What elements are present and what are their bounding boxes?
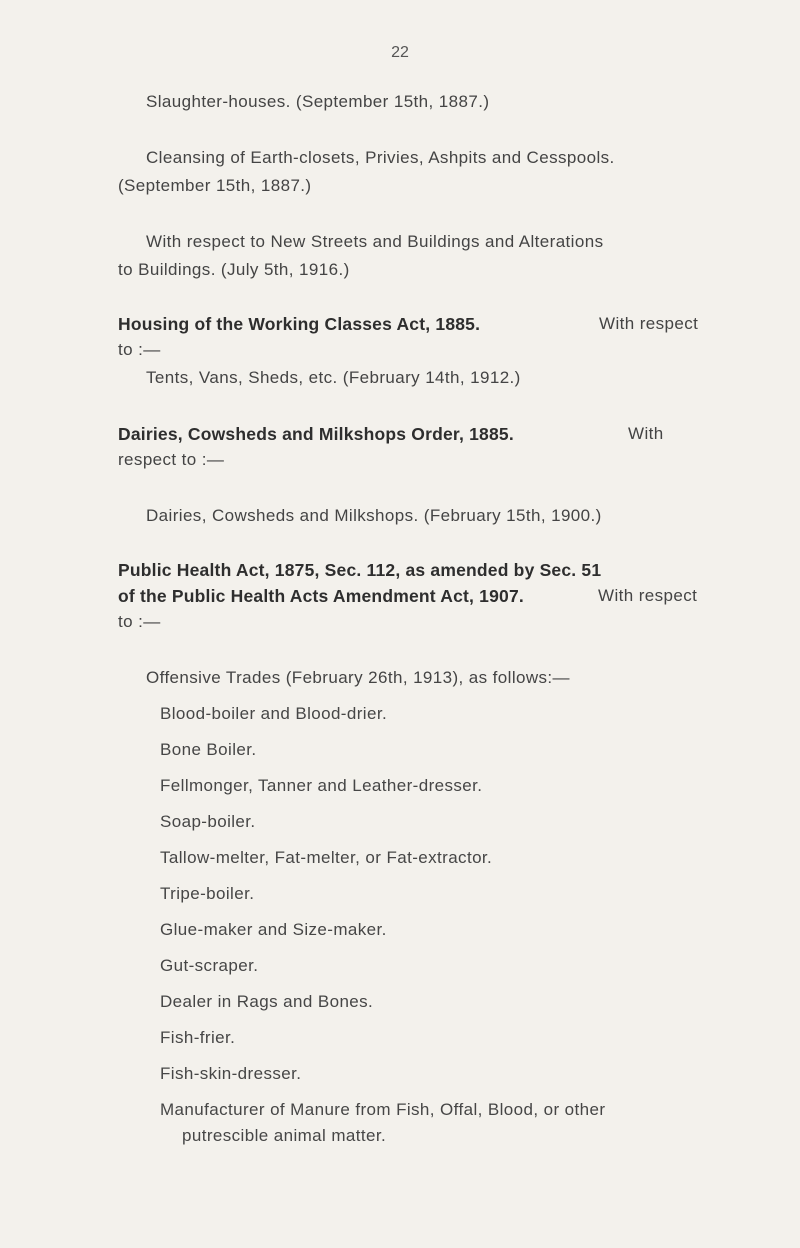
- trade-item: Fish-skin-dresser.: [160, 1064, 302, 1083]
- trade-item: Blood-boiler and Blood-drier.: [160, 704, 388, 723]
- public-health-heading-line2: of the Public Health Acts Amendment Act, 1907.: [118, 586, 524, 606]
- public-health-respect: With respect: [598, 586, 698, 605]
- trade-item-continuation: putrescible animal matter.: [182, 1126, 387, 1145]
- dairies-order-to: respect to :—: [118, 450, 225, 469]
- bylaw-new-streets-line1: With respect to New Streets and Buildings and Alterations: [146, 232, 604, 251]
- trade-item: Tripe-boiler.: [160, 884, 255, 903]
- trade-item: Gut-scraper.: [160, 956, 259, 975]
- trade-item: Glue-maker and Size-maker.: [160, 920, 387, 939]
- housing-act-to: to :—: [118, 340, 161, 359]
- dairies-order-item: Dairies, Cowsheds and Milkshops. (February 15th, 1900.): [146, 506, 602, 525]
- trade-item: Soap-boiler.: [160, 812, 256, 831]
- dairies-order-respect: With: [628, 424, 664, 443]
- page-number: 22: [391, 44, 409, 61]
- housing-act-item: Tents, Vans, Sheds, etc. (February 14th, 1912.): [146, 368, 521, 387]
- trade-item: Dealer in Rags and Bones.: [160, 992, 374, 1011]
- trade-item: Bone Boiler.: [160, 740, 257, 759]
- housing-act-respect: With respect: [599, 314, 699, 333]
- bylaw-cleansing-line2: (September 15th, 1887.): [118, 176, 312, 195]
- trade-item: Fellmonger, Tanner and Leather-dresser.: [160, 776, 483, 795]
- dairies-order-heading: Dairies, Cowsheds and Milkshops Order, 1885.: [118, 424, 514, 444]
- bylaw-slaughter-houses: Slaughter-houses. (September 15th, 1887.): [146, 92, 490, 111]
- trade-item: Tallow-melter, Fat-melter, or Fat-extractor.: [160, 848, 493, 867]
- trade-item: Fish-frier.: [160, 1028, 236, 1047]
- trade-item: Manufacturer of Manure from Fish, Offal, Blood, or other: [160, 1100, 606, 1119]
- housing-act-heading: Housing of the Working Classes Act, 1885.: [118, 314, 481, 334]
- public-health-heading-line1: Public Health Act, 1875, Sec. 112, as amended by Sec. 51: [118, 560, 602, 580]
- bylaw-new-streets-line2: to Buildings. (July 5th, 1916.): [118, 260, 350, 279]
- bylaw-cleansing-line1: Cleansing of Earth-closets, Privies, Ashpits and Cesspools.: [146, 148, 615, 167]
- public-health-to: to :—: [118, 612, 161, 631]
- offensive-trades-intro: Offensive Trades (February 26th, 1913), as follows:—: [146, 668, 570, 687]
